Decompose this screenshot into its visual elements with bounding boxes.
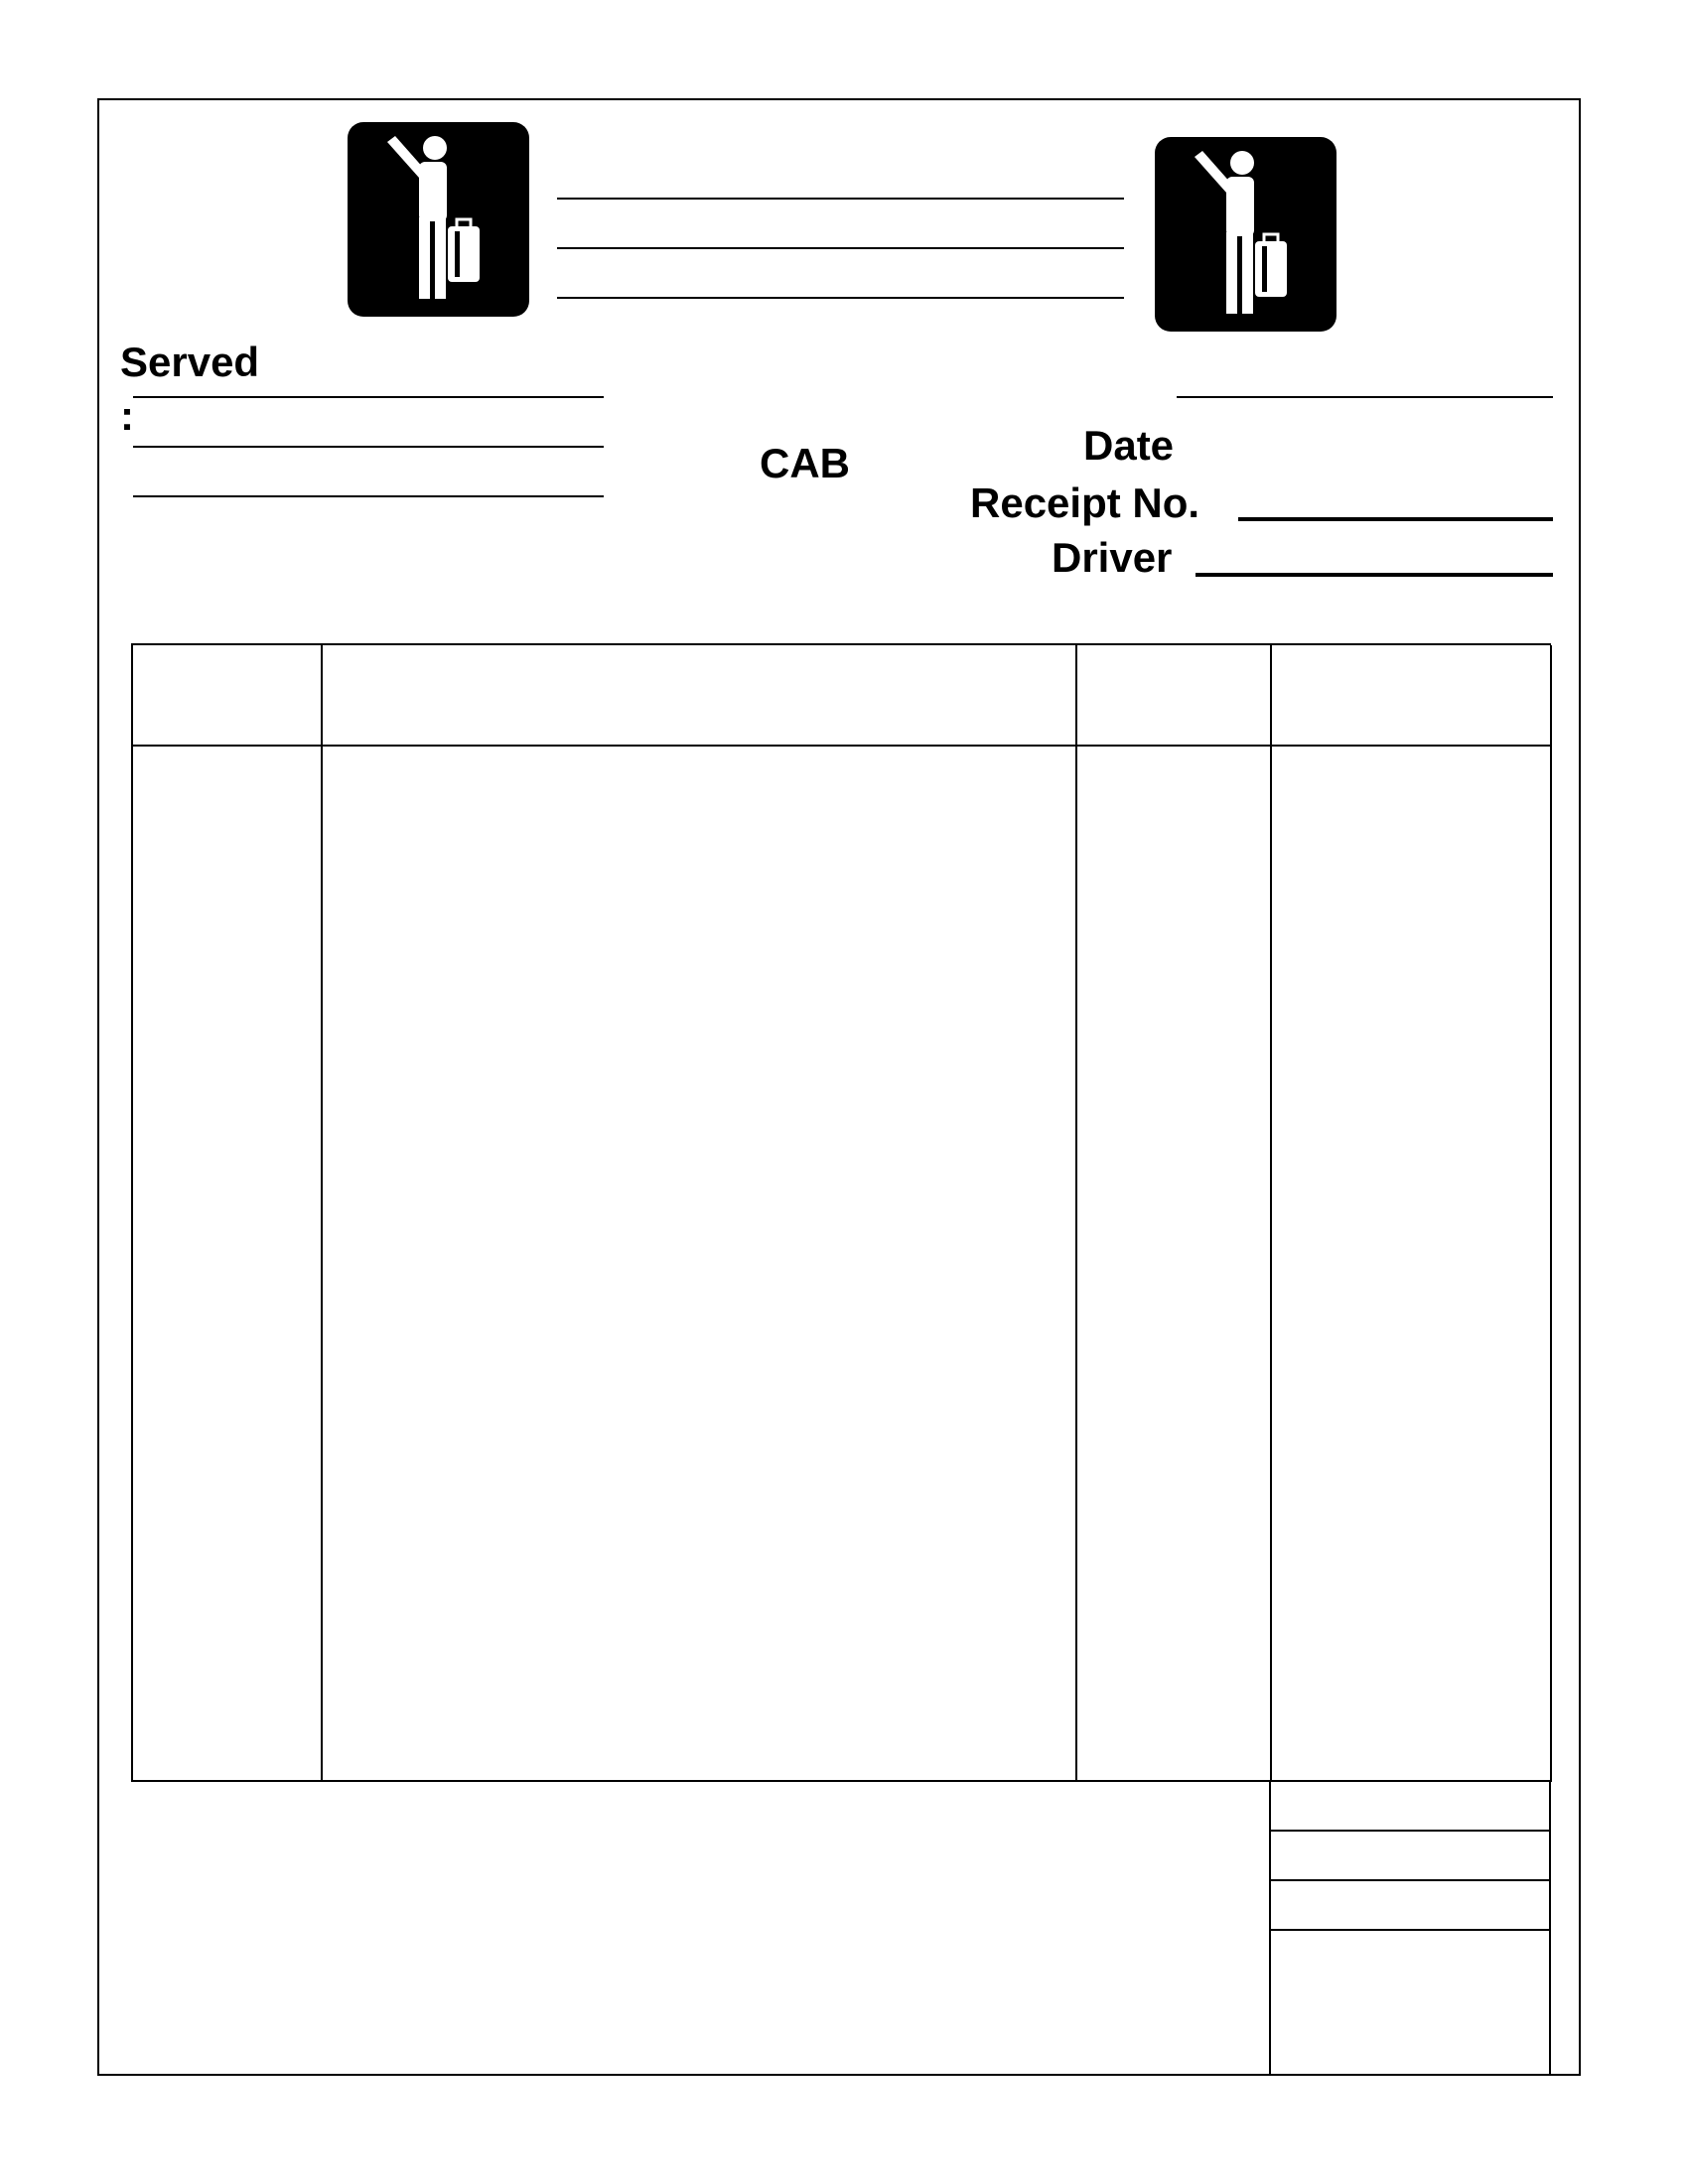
company-address-line[interactable] xyxy=(557,247,1124,249)
company-name-line[interactable] xyxy=(557,198,1124,200)
totals-row-2[interactable] xyxy=(1271,1830,1549,1881)
right-logo-graphic xyxy=(1155,137,1336,332)
totals-row-1[interactable] xyxy=(1271,1782,1549,1832)
company-phone-line[interactable] xyxy=(557,297,1124,299)
driver-label: Driver xyxy=(1052,534,1173,581)
driver-field[interactable] xyxy=(1196,573,1553,577)
served-label: Served xyxy=(120,339,260,385)
served-colon: : xyxy=(120,392,134,439)
totals-row-3[interactable] xyxy=(1271,1879,1549,1931)
served-line-2[interactable] xyxy=(133,446,604,448)
taxi-passenger-icon xyxy=(1155,137,1336,332)
receipt-no-field[interactable] xyxy=(1238,517,1553,521)
items-table xyxy=(131,643,1551,1782)
column-header-3 xyxy=(1076,645,1271,745)
receipt-no-label: Receipt No. xyxy=(970,479,1200,526)
column-header-1 xyxy=(133,645,322,745)
column-header-4 xyxy=(1271,645,1551,745)
column-divider-2 xyxy=(1075,645,1077,1782)
column-divider-1 xyxy=(321,645,323,1782)
taxi-passenger-icon xyxy=(348,122,529,317)
served-line-3[interactable] xyxy=(133,495,604,497)
column-divider-3 xyxy=(1270,645,1272,1782)
left-logo-graphic xyxy=(348,122,529,317)
cab-label: CAB xyxy=(760,440,850,486)
served-line-1[interactable] xyxy=(133,396,604,398)
totals-box xyxy=(1269,1782,1551,2076)
date-label: Date xyxy=(1083,422,1175,469)
column-header-2 xyxy=(322,645,1076,745)
header-separator xyxy=(133,745,1551,747)
column-divider-4 xyxy=(1550,645,1552,1782)
top-right-line[interactable] xyxy=(1177,396,1553,398)
